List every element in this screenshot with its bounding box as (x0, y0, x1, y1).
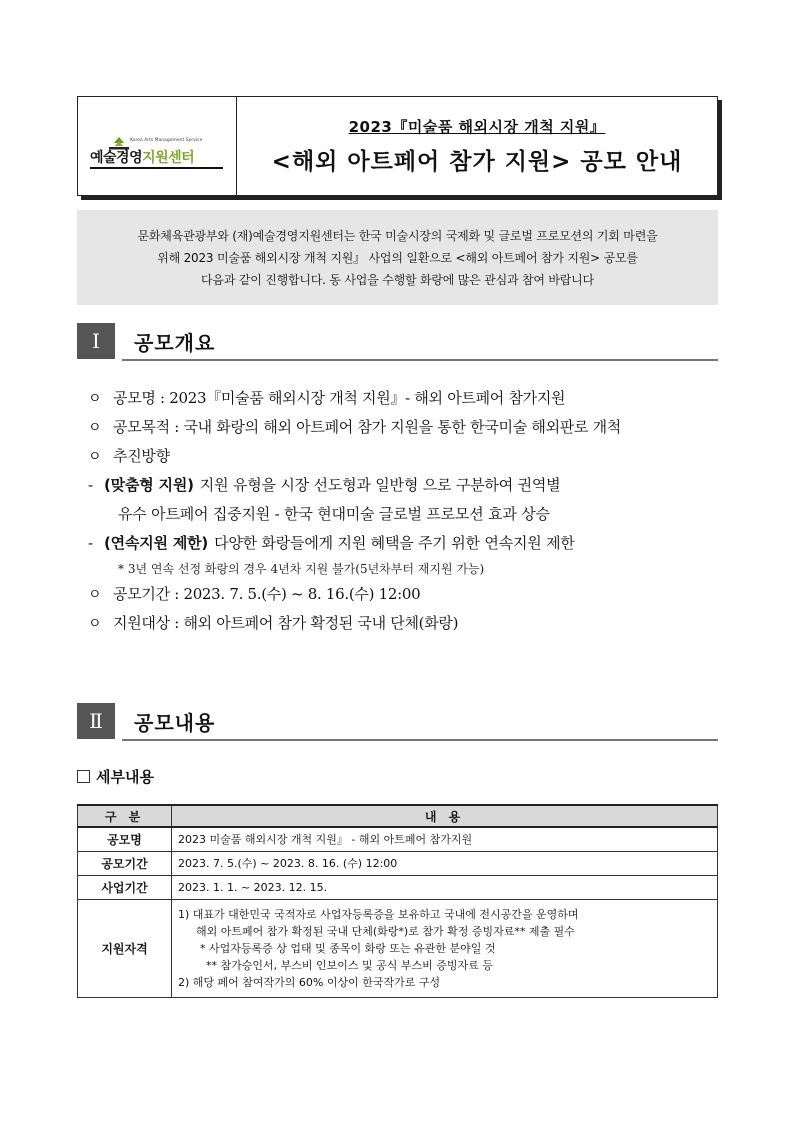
notice-subtitle: 2023『미술품 해외시장 개척 지원』 (348, 118, 606, 136)
section-title: 공모내용 (134, 711, 216, 735)
list-item (88, 383, 728, 412)
direction-text: 지원 유형을 시장 선도형과 일반형 으로 구분하여 권역별 (199, 476, 561, 494)
eligibility-value (172, 899, 718, 997)
item-text: 지원대상 : 해외 아트페어 참가 확정된 국내 단체(화랑) (113, 614, 459, 632)
eligibility-line: 1) 대표가 대한민국 국적자로 사업자등록증을 보유하고 국내에 전시공간을 운영하며 (178, 907, 579, 921)
item-text: 추진방향 (113, 447, 170, 465)
table-row (78, 851, 718, 875)
bullet-icon: ㅇ (88, 390, 102, 407)
logo (78, 97, 237, 195)
section-2-heading (77, 703, 718, 741)
list-item (88, 579, 728, 608)
item-text: 공모명 : 2023『미술품 해외시장 개척 지원』- 해외 아트페어 참가지원 (113, 389, 566, 407)
column-header-key: 구 분 (78, 805, 172, 827)
table-row (78, 827, 718, 851)
direction-item (88, 528, 728, 557)
section-number: Ⅰ (77, 323, 115, 359)
section-rule (122, 739, 718, 741)
notice-header (77, 96, 718, 196)
intro-line: 문화체육관광부와 (재)예술경영지원센터는 한국 미술시장의 국제화 및 글로벌 프로모션의 기회 마련을 (137, 228, 658, 243)
direction-label: (연속지원 제한) (104, 534, 209, 552)
item-text: 공모기간 : 2023. 7. 5.(수) ~ 8. 16.(수) 12:00 (113, 585, 421, 603)
bullet-icon: ㅇ (88, 419, 102, 436)
intro-line: 다음과 같이 진행합니다. 동 사업을 수행할 화랑에 많은 관심과 참여 바랍니다 (201, 272, 594, 287)
intro-box (77, 210, 718, 305)
section-number: Ⅱ (77, 703, 115, 739)
eligibility-line: 2) 해당 페어 참여작가의 60% 이상이 한국작가로 구성 (178, 975, 441, 989)
list-item (88, 412, 728, 441)
direction-label: (맞춤형 지원) (104, 476, 194, 494)
bullet-icon: ㅇ (88, 586, 102, 603)
bullet-icon: ㅇ (88, 448, 102, 465)
title-block (237, 97, 717, 195)
row-value: 2023 미술품 해외시장 개척 지원』 - 해외 아트페어 참가지원 (172, 827, 718, 851)
section-rule (122, 359, 718, 361)
eligibility-line: ** 참가승인서, 부스비 인보이스 및 공식 부스비 증빙자료 등 (206, 958, 493, 972)
dash-mark: - (88, 533, 93, 552)
bullet-icon: ㅇ (88, 615, 102, 632)
column-header-value: 내 용 (172, 805, 718, 827)
list-item (88, 608, 728, 637)
direction-item (88, 470, 728, 499)
row-value: 2023. 1. 1. ~ 2023. 12. 15. (172, 875, 718, 899)
logo-underline (90, 167, 223, 169)
row-value: 2023. 7. 5.(수) ~ 2023. 8. 16. (수) 12:00 (172, 851, 718, 875)
table-row (78, 899, 718, 997)
table-header-row (78, 805, 718, 827)
row-key: 사업기간 (78, 875, 172, 899)
list-item (88, 441, 728, 470)
section-title: 공모개요 (134, 331, 216, 355)
row-key: 지원자격 (78, 899, 172, 997)
detail-subhead (77, 766, 154, 787)
logo-english-name: Korea Arts Management Service (130, 138, 203, 143)
table-row (78, 875, 718, 899)
row-key: 공모명 (78, 827, 172, 851)
overview-list (88, 383, 728, 637)
dash-mark: - (88, 475, 93, 494)
section-1-heading (77, 323, 718, 361)
detail-table (77, 804, 718, 998)
eligibility-line: * 사업자등록증 상 업태 및 종목이 화랑 또는 유관한 분야일 것 (200, 941, 496, 955)
direction-note: * 3년 연속 선정 화랑의 경우 4년차 지원 불가(5년차부터 재지원 가능) (118, 561, 485, 576)
notice-title: <해외 아트페어 참가 지원> 공모 안내 (271, 149, 683, 175)
item-text: 공모목적 : 국내 화랑의 해외 아트페어 참가 지원을 통한 한국미술 해외판로 개척 (113, 418, 621, 436)
direction-continuation: 유수 아트페어 집중지원 - 한국 현대미술 글로벌 프로모션 효과 상승 (118, 505, 550, 523)
row-key: 공모기간 (78, 851, 172, 875)
logo-name-part-b: 지원센터 (142, 150, 195, 166)
checkbox-square-icon (77, 770, 90, 783)
subhead-text: 세부내용 (96, 768, 154, 786)
direction-text: 다양한 화랑들에게 지원 혜택을 주기 위한 연속지원 제한 (214, 534, 575, 552)
logo-name-part-a: 예술경영 (90, 150, 143, 166)
eligibility-line: 해외 아트페어 참가 확정된 국내 단체(화랑*)로 참가 확정 증빙자료** 제출 필수 (196, 924, 575, 938)
logo-korean-name (90, 147, 194, 167)
intro-line: 위해 2023 미술품 해외시장 개척 지원』 사업의 일환으로 <해외 아트페어 참가 지원> 공모를 (157, 250, 638, 265)
